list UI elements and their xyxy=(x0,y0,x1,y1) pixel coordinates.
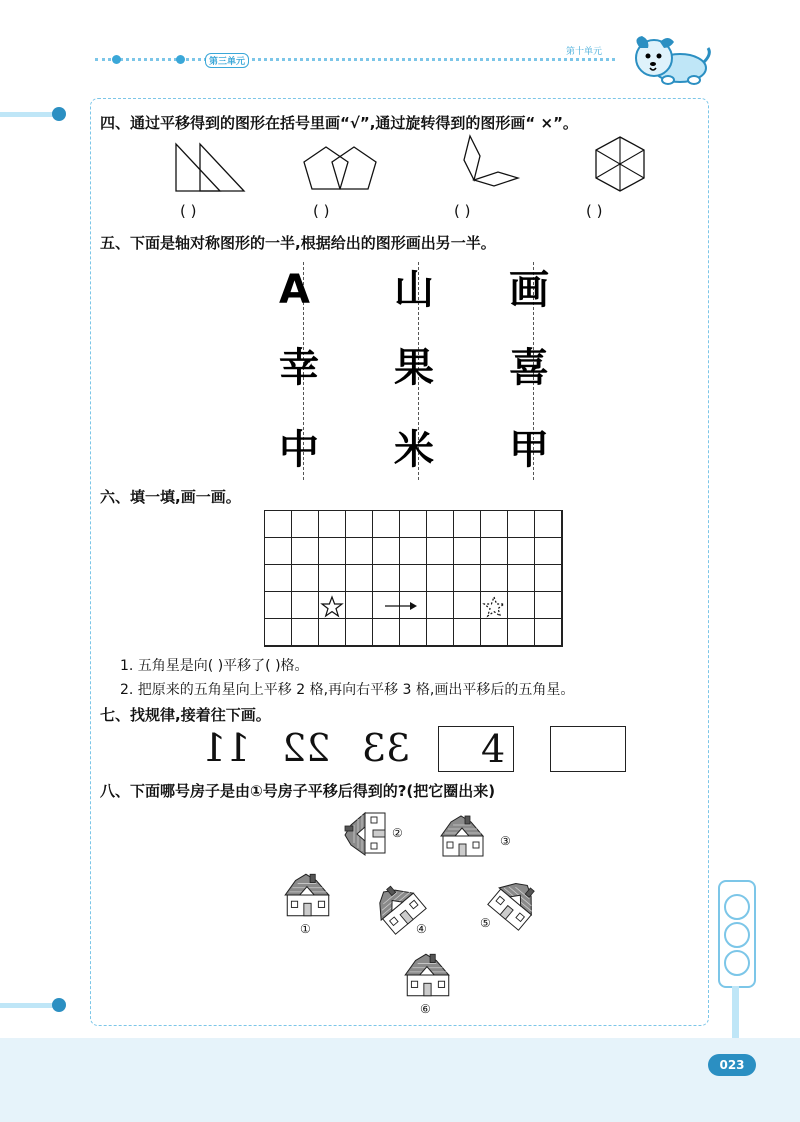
half-char-zhong: 中 xyxy=(279,427,319,473)
half-char-xi: 喜 xyxy=(509,345,549,391)
header-dot-left xyxy=(112,55,121,64)
traffic-light-circle-2 xyxy=(724,922,750,948)
header-right-tag: 第十单元 xyxy=(566,47,603,57)
shape-pentagons xyxy=(296,140,386,195)
house-label-1: ① xyxy=(300,922,311,936)
house-2-icon[interactable] xyxy=(338,806,392,860)
page-number: 023 xyxy=(708,1054,756,1076)
left-tab-bottom xyxy=(0,1003,58,1008)
answer-paren-4[interactable]: ( ) xyxy=(586,202,603,220)
half-char-jia: 甲 xyxy=(509,427,549,473)
star-translated-icon xyxy=(483,596,505,618)
house-label-3: ③ xyxy=(500,834,511,848)
bottom-panel xyxy=(0,1038,800,1122)
traffic-light-circle-1 xyxy=(724,894,750,920)
section4-title: 四、通过平移得到的图形在括号里画“√”,通过旋转得到的图形画“ ×”。 xyxy=(100,114,578,132)
section7-title: 七、找规律,接着往下画。 xyxy=(100,706,271,724)
section6-title: 六、填一填,画一画。 xyxy=(100,488,241,506)
pattern-item-1: 11 xyxy=(202,726,251,770)
left-tab-top-dot xyxy=(52,107,66,121)
half-char-mi: 米 xyxy=(394,427,434,473)
right-arrow-icon xyxy=(384,600,418,612)
star-original-icon xyxy=(321,596,343,618)
pattern-item-2: 22 xyxy=(282,726,331,770)
house-6-icon[interactable] xyxy=(400,950,456,1000)
half-char-shan: 山 xyxy=(394,267,434,313)
section6-q1: 1. 五角星是向( )平移了( )格。 xyxy=(120,658,309,674)
header-dot-mid xyxy=(176,55,185,64)
pattern-item-4: 4 xyxy=(481,727,506,771)
house-label-4: ④ xyxy=(416,922,427,936)
header-left-tag: 第三单元 xyxy=(205,53,249,68)
section8-title: 八、下面哪号房子是由①号房子平移后得到的?(把它圈出来) xyxy=(100,782,496,800)
traffic-light-pole xyxy=(732,986,739,1038)
house-label-5: ⑤ xyxy=(480,916,491,930)
half-char-a: A xyxy=(279,267,310,313)
pattern-answer-box[interactable] xyxy=(550,726,626,772)
house-label-6: ⑥ xyxy=(420,1002,431,1016)
answer-paren-2[interactable]: ( ) xyxy=(313,202,330,220)
shape-hexagon xyxy=(588,134,652,194)
left-tab-top xyxy=(0,112,58,117)
pattern-item-3: 33 xyxy=(362,726,411,770)
traffic-light-circle-3 xyxy=(724,950,750,976)
header-dotted-line xyxy=(95,58,615,61)
half-char-xing: 幸 xyxy=(279,345,319,391)
section6-q2: 2. 把原来的五角星向上平移 2 格,再向右平移 3 格,画出平移后的五角星。 xyxy=(120,682,575,698)
translation-grid[interactable] xyxy=(264,510,563,647)
answer-paren-3[interactable]: ( ) xyxy=(454,202,471,220)
left-tab-bottom-dot xyxy=(52,998,66,1012)
house-3-icon[interactable] xyxy=(436,812,490,860)
shape-triangles xyxy=(170,140,250,195)
house-label-2: ② xyxy=(392,826,403,840)
house-5-icon[interactable] xyxy=(486,872,546,932)
shape-rhombuses xyxy=(456,134,526,194)
half-char-hua: 画 xyxy=(509,267,549,313)
section5-title: 五、下面是轴对称图形的一半,根据给出的图形画出另一半。 xyxy=(100,234,496,252)
dog-mascot-icon xyxy=(628,34,712,88)
answer-paren-1[interactable]: ( ) xyxy=(180,202,197,220)
half-char-guo: 果 xyxy=(394,345,434,391)
house-1-icon[interactable] xyxy=(280,870,336,920)
